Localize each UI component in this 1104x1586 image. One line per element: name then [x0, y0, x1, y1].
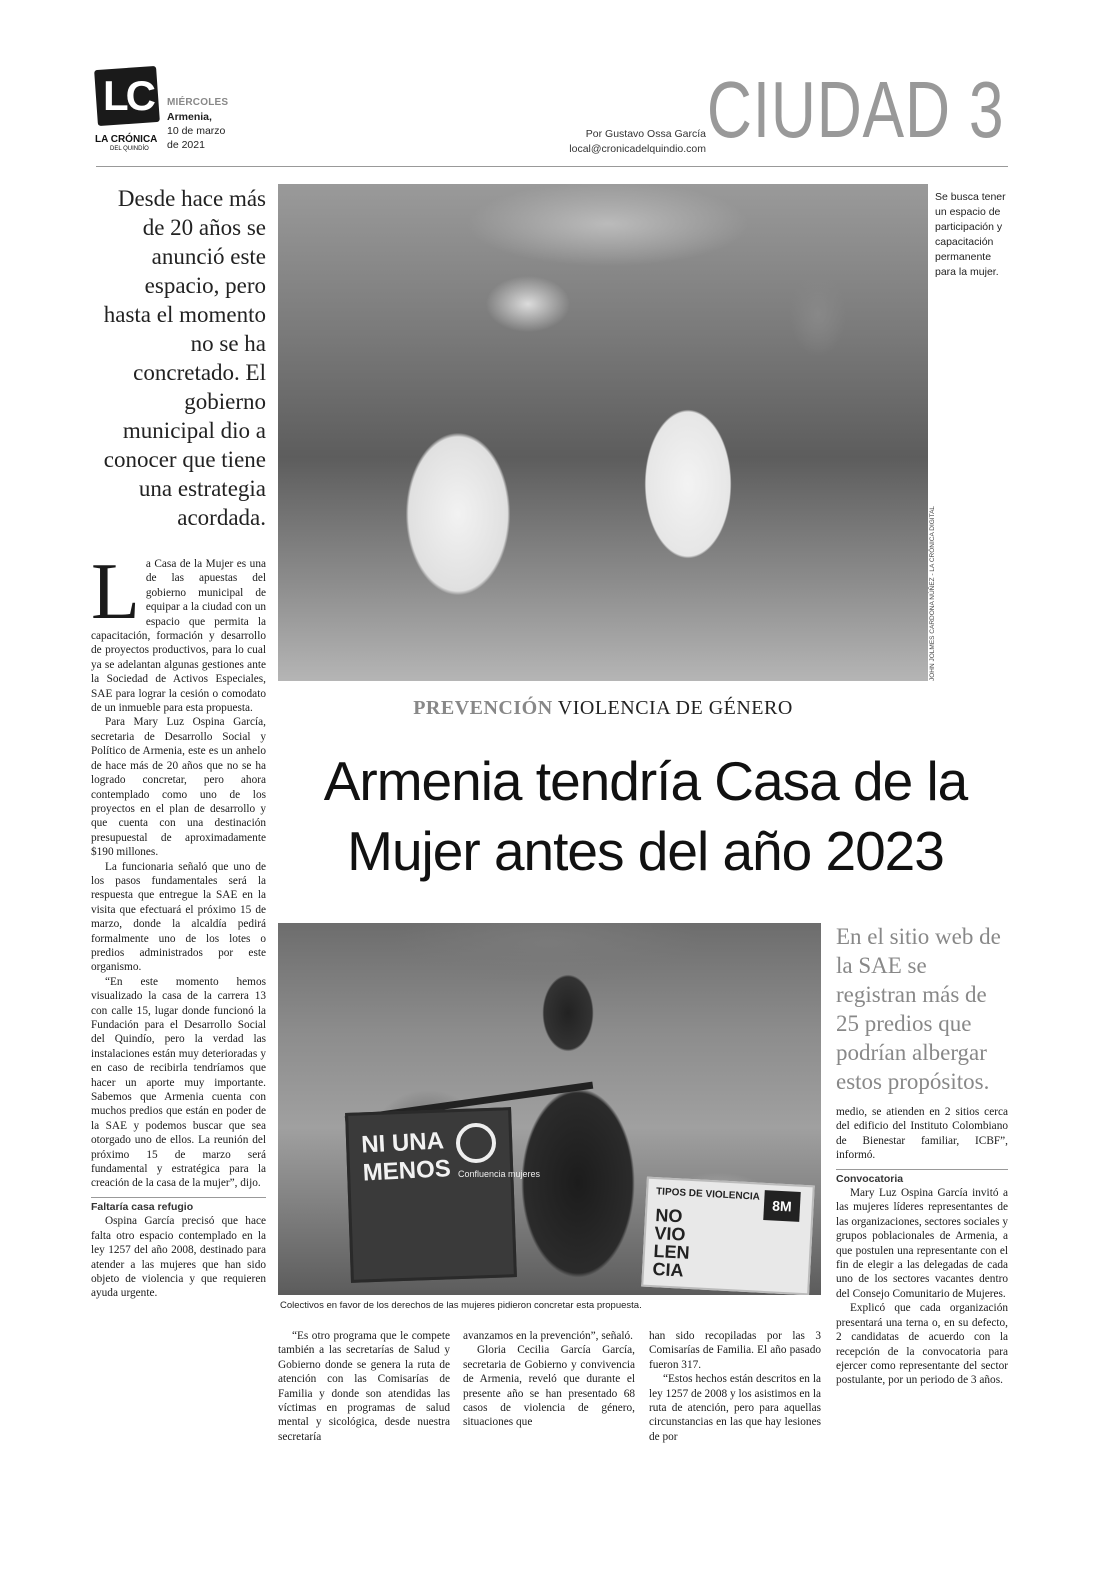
kicker-strong: PREVENCIÓN [413, 697, 553, 719]
photo1-caption: Se busca tener un espacio de participación y capacitación permanente para la mujer. [935, 191, 1006, 278]
date-line1: 10 de marzo [167, 125, 226, 137]
paragraph-13: Explicó que cada organización presentará una terna o, en su defecto, 2 candidatas de acuerdo con la recepción de la convocatoria para ejercer como representante del sector postulante, por un periodo de 3 años. [836, 1302, 1008, 1387]
subhead-convocatoria: Convocatoria [836, 1169, 1008, 1186]
headline: Armenia tendría Casa de la Mujer antes del año 2023 [323, 750, 968, 882]
header-rule [96, 166, 1008, 167]
paragraph-1 [91, 548, 266, 715]
date-block [167, 96, 228, 152]
paragraph-5: Ospina García precisó que hace falta otro espacio contemplado en la ley 1257 del año 2008, destinado para atender a las mujeres que han sido objeto de violencia y que requieren ayuda urgente. [91, 1215, 266, 1300]
logo-sub: DEL QUINDÍO [110, 146, 149, 152]
pull-quote: En el sitio web de la SAE se registran más de 25 predios que podrían albergar estos propósitos. [836, 924, 1001, 1094]
article-column-5 [836, 1105, 1008, 1388]
photo2-caption: Colectivos en favor de los derechos de las mujeres pidieron concretar esta propuesta. [280, 1300, 642, 1311]
protest-sign-left-text: NI UNA MENOS [360, 1127, 452, 1187]
byline [569, 127, 706, 157]
protest-sign-right-badge: 8M [763, 1190, 801, 1222]
article-column-1 [91, 548, 266, 1301]
subhead-refugio: Faltaría casa refugio [91, 1197, 266, 1214]
paragraph-4: “En este momento hemos visualizado la casa de la carrera 13 con calle 15, lugar donde funcionó la Fundación para el Desarrollo Social del Quindío, pero la verdad las instalaciones están muy deterioradas y en caso de recibirla tendríamos que hacer un aporte muy importante. Sabemos que Armenia cuenta con muchos predios que están en poder de la SAE y podemos buscar que sea otorgado uno de ellos. La reunión del próximo 15 de marzo será fundamental y estratégica para la creación de la casa de la mujer”, dijo. [91, 975, 266, 1190]
byline-email: local@cronicadelquindio.com [569, 143, 706, 155]
weekday: MIÉRCOLES [167, 97, 229, 108]
date-line2: de 2021 [167, 139, 205, 151]
paragraph-1-text: a Casa de la Mujer es una de las apuestas del gobierno municipal de equipar a la ciudad con un espacio que permita la capacitación, formación y desarrollo de proyectos productivos, para lo cual ya se adelantan algunas gestiones ante la Sociedad de Activos Especiales, SAE para lograr la cesión o comodato de un inmueble para esta propuesta. [91, 558, 266, 715]
paragraph-7: avanzamos en la prevención”, señaló. [463, 1330, 634, 1342]
paragraph-8: Gloria Cecilia García García, secretaria de Gobierno y convivencia de Armenia, reveló que durante el presente año se han presentado 68 casos de violencia de género, situaciones que [463, 1344, 635, 1429]
spiral-logo-icon [456, 1123, 496, 1163]
lead-paragraph: Desde hace más de 20 años se anunció este espacio, pero hasta el momento no se ha concretado. El gobierno municipal dio a conocer que tiene una estrategia acordada. [103, 186, 266, 530]
dropcap: L [91, 548, 140, 636]
byline-name: Por Gustavo Ossa García [585, 128, 706, 140]
protest-sign-right-title: TIPOS DE VIOLENCIA [655, 1186, 761, 1203]
logo-mark: LC [103, 72, 153, 119]
photo-credit: JOHN JOLMES CARDONA NÚÑEZ - LA CRÓNICA DIGITAL [929, 505, 936, 681]
article-column-2 [278, 1329, 450, 1444]
paragraph-2: Para Mary Luz Ospina García, secretaria de Desarrollo Social y Político de Armenia, este es un anhelo de hace más de 20 años que no se ha logrado concretar, pero ahora contemplado como uno de los proyectos en el plan de desarrollo y que cuenta con una destinación presupuestal de aproximadamente $190 millones. [91, 716, 266, 859]
article-column-4 [649, 1329, 821, 1444]
protest-sign-right-text: NO VIO LEN CIA [652, 1205, 691, 1281]
paragraph-9: han sido recopiladas por las 3 Comisarías de Familia. El año pasado fueron 317. [649, 1330, 821, 1371]
photo-march [278, 923, 821, 1295]
article-column-3 [463, 1329, 635, 1430]
section-title: CIUDAD 3 [706, 65, 1004, 154]
photo-ceremony [278, 184, 928, 681]
city: Armenia, [167, 111, 212, 123]
logo-name: LA CRÓNICA [95, 134, 158, 145]
kicker [278, 697, 928, 720]
kicker-rest: VIOLENCIA DE GÉNERO [557, 697, 793, 719]
paragraph-10: “Estos hechos están descritos en la ley 1257 de 2008 y los asistimos en la ruta de atención, pero para aquellas circunstancias en las que hay lesiones de por [649, 1373, 821, 1443]
paragraph-12: Mary Luz Ospina García invitó a las mujeres líderes representantes de las organizaciones, sectores sociales y grupos poblacionales de Armenia, a que postulen una representante con el fin de elegir a las delegadas de cada uno de los sectores vacantes dentro del Consejo Comunitario de Mujeres. [836, 1187, 1009, 1300]
paragraph-3: La funcionaria señaló que uno de los pasos fundamentales será la respuesta que entregue la SAE en la visita que efectuará el próximo 15 de marzo, donde la alcaldía pedirá formalmente uno de los lotes o predios administrados por este organismo. [91, 860, 266, 974]
paragraph-11: medio, se atienden en 2 sitios cerca del edificio del Instituto Colombiano de Bienestar familiar, ICBF”, informó. [836, 1106, 1008, 1162]
paragraph-6: “Es otro programa que le compete también a las secretarías de Salud y Gobierno donde se genera la ruta de atención con las Comisarías de Familia y donde son atendidas las víctimas en programas de salud mental y sicológica, desde nuestra secretaría [278, 1330, 450, 1443]
protest-sign-left-sub: Confluencia mujeres [458, 1169, 541, 1179]
